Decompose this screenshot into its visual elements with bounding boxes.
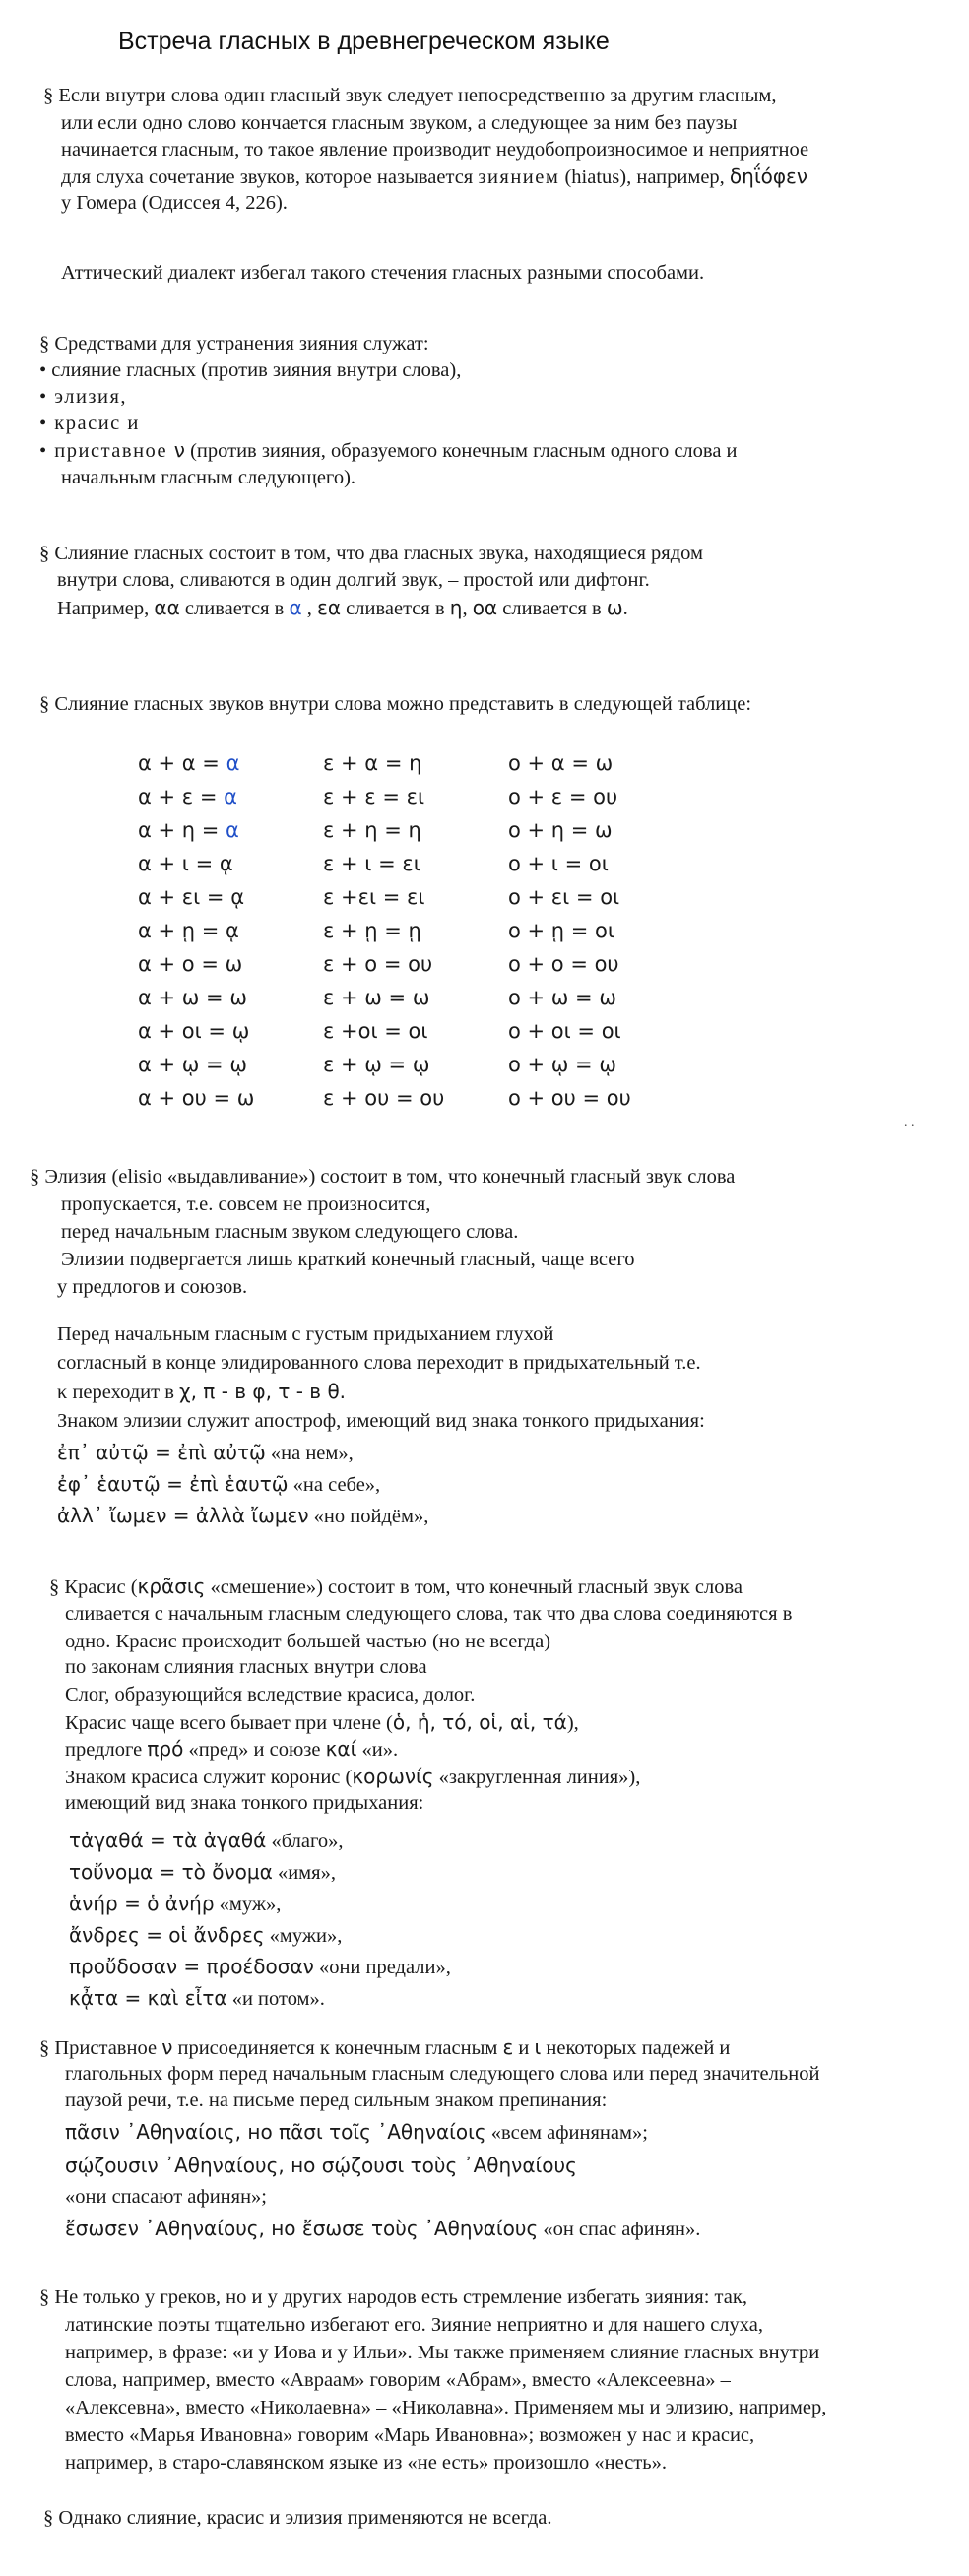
p8-example-1: [65, 2119, 648, 2146]
p7-example-5: [69, 1954, 451, 1980]
table-cell: ε + ι = ει: [323, 852, 420, 875]
text: Знаком красиса служит коронис (: [65, 1767, 353, 1788]
greek: ἐφ᾽ ἑαυτῷ = ἐπὶ ἑαυτῷ: [57, 1472, 289, 1496]
table-cell: ε + η = η: [323, 818, 421, 842]
p1-line-1: § Если внутри слова один гласный звук следует непосредственно за другим гласным,: [43, 85, 777, 106]
p6-line-2: пропускается, т.е. совсем не произносится,: [61, 1193, 431, 1215]
greek: ἔσωσεν ᾿Αθηναίους, но ἔσωσε τοὺς ᾿Αθηναίους: [65, 2217, 539, 2240]
p8-example-2-translation: «они спасают афинян»;: [65, 2186, 267, 2208]
p9-line-7: например, в старо-славянском языке из «не есть» произошло «несть».: [65, 2452, 667, 2474]
p9-line-4: слова, например, вместо «Авраам» говорим «Абрам», вместо «Алексеевна» –: [65, 2369, 731, 2391]
greek: ὁ, ἡ, τό, οἱ, αἱ, τά: [392, 1710, 567, 1734]
greek: κορωνίς: [352, 1765, 434, 1788]
text: «имя»,: [272, 1862, 336, 1884]
p3-bullet-4: [39, 437, 738, 464]
p7-line-1: [49, 1574, 743, 1600]
text: «муж»,: [214, 1894, 282, 1915]
greek: τἀγαθά = τὰ ἀγαθά: [69, 1829, 267, 1852]
text: «но пойдём»,: [308, 1506, 429, 1527]
text: сливается в: [497, 598, 607, 619]
term-hiatus: зиянием: [478, 166, 560, 188]
p7-line-8: [65, 1764, 640, 1790]
p1-line-5: у Гомера (Одиссея 4, 226).: [61, 192, 288, 214]
p6-line-3: перед начальным гласным звуком следующего слова.: [61, 1221, 519, 1243]
text: «и».: [356, 1739, 399, 1761]
p8-line-3: паузой речи, т.е. на письме перед сильным знаком препинания:: [65, 2090, 608, 2111]
p6-line-5: у предлогов и союзов.: [57, 1276, 248, 1298]
text: некоторых падежей и: [541, 2037, 731, 2059]
table-cell: ο + ῃ = οι: [508, 919, 615, 942]
p9-line-5: «Алексевна», вместо «Николаевна» – «Николавна». Применяем мы и элизию, например,: [65, 2397, 827, 2418]
p6-example-3: [57, 1503, 428, 1529]
p7-line-6: [65, 1709, 579, 1736]
table-cell: α + α = α: [138, 751, 240, 775]
p9-line-3: например, в фразе: «и у Иова и у Ильи». Мы также применяем слияние гласных внутри: [65, 2342, 820, 2363]
p3-head: § Средствами для устранения зияния служат:: [39, 333, 429, 354]
table-cell: ο + ε = ου: [508, 785, 618, 808]
table-cell: ο + ου = ου: [508, 1086, 631, 1110]
p1-line-4: [61, 163, 808, 190]
text: «мужи»,: [264, 1925, 343, 1947]
p7-line-2: сливается с начальным гласным следующего слова, так что два слова соединяются в: [65, 1603, 793, 1625]
p7-line-7: [65, 1736, 398, 1763]
p8-example-3: [65, 2216, 700, 2242]
table-cell: ε +οι = οι: [323, 1019, 428, 1043]
text: (против зияния, образуемого конечным гласным одного слова и: [184, 440, 738, 462]
table-cell: α + ε = α: [138, 785, 237, 808]
page-title: Встреча гласных в древнегреческом языке: [118, 28, 610, 55]
text: «всем афинянам»;: [485, 2122, 648, 2144]
text: присоединяется к конечным гласным: [172, 2037, 503, 2059]
table-cell: α + ῳ = ῳ: [138, 1053, 247, 1076]
text: «на себе»,: [288, 1474, 381, 1496]
greek: ἁνήρ = ὁ ἀνήρ: [69, 1892, 215, 1915]
greek: οα: [472, 596, 498, 619]
table-cell: ε + ε = ει: [323, 785, 425, 808]
greek: η: [449, 596, 463, 619]
p3-bullet-1: • слияние гласных (против зияния внутри слова),: [39, 359, 462, 381]
greek: κρᾶσις: [137, 1575, 206, 1598]
greek: χ, π - в φ, τ - в θ.: [179, 1380, 347, 1403]
table-cell: α + ο = ω: [138, 952, 243, 976]
text: сливается в: [179, 598, 290, 619]
p7-example-3: [69, 1891, 281, 1917]
text: «он спас афинян».: [538, 2219, 701, 2240]
text: «на нем»,: [265, 1443, 354, 1464]
table-cell: α + ω = ω: [138, 986, 247, 1009]
text: Красис чаще всего бывает при члене (: [65, 1712, 393, 1734]
table-cell: ο + α = ω: [508, 751, 614, 775]
table-cell: ε + ου = ου: [323, 1086, 445, 1110]
table-cell: α + ῃ = ᾳ: [138, 919, 239, 942]
p7-line-5: Слог, образующийся вследствие красиса, долог.: [65, 1684, 476, 1706]
greek: αα: [154, 596, 180, 619]
p6-line-8: [57, 1379, 346, 1405]
p3-line-cont: начальным гласным следующего).: [61, 467, 356, 488]
table-cell: ο + οι = οι: [508, 1019, 621, 1043]
table-cell: ο + ο = ου: [508, 952, 619, 976]
greek: ω: [606, 596, 623, 619]
text: «смешение») состоит в том, что конечный гласный звук слова: [205, 1577, 743, 1598]
table-cell: ο + ι = οι: [508, 852, 609, 875]
p6-example-2: [57, 1471, 380, 1498]
text: «благо»,: [266, 1831, 344, 1852]
greek: πρό: [147, 1737, 184, 1761]
table-cell: ε + α = η: [323, 751, 422, 775]
table-cell: ε + ο = ου: [323, 952, 433, 976]
greek: ι: [534, 2035, 542, 2059]
greek: καί: [325, 1737, 357, 1761]
p6-line-4: Элизии подвергается лишь краткий конечный гласный, чаще всего: [61, 1249, 635, 1270]
p2-line: Аттический диалект избегал такого стечения гласных разными способами.: [61, 262, 705, 284]
text: § Красис (: [49, 1577, 138, 1598]
greek: ἄνδρες = οἱ ἄνδρες: [69, 1923, 265, 1947]
p1-line-2: или если одно слово кончается гласным звуком, а следующее за ним без паузы: [61, 112, 738, 134]
text: для слуха сочетание звуков, которое называется: [61, 166, 479, 188]
p9-line-1: § Не только у греков, но и у других народов есть стремление избегать зияния: так,: [39, 2286, 747, 2308]
text: ,: [301, 598, 318, 619]
table-cell: ο + ει = οι: [508, 885, 620, 909]
text: ),: [566, 1712, 579, 1734]
p9-line-6: вместо «Марья Ивановна» говорим «Марь Ивановна»; возможен у нас и красис,: [65, 2424, 755, 2446]
text: «закругленная линия»),: [433, 1767, 641, 1788]
p1-line-3: начинается гласным, то такое явление производит неудобопроизносимое и неприятное: [61, 139, 809, 161]
text: § Приставное: [39, 2037, 162, 2059]
text: и: [513, 2037, 535, 2059]
greek: εα: [317, 596, 342, 619]
greek-word: δηΐόφεν: [729, 164, 808, 188]
p8-line-2: глагольных форм перед начальным гласным следующего слова или перед значительной: [65, 2063, 820, 2085]
p10-line: § Однако слияние, красис и элизия применяются не всегда.: [43, 2507, 552, 2529]
text: .: [622, 598, 628, 619]
stray-dots: . .: [904, 1115, 915, 1129]
table-cell: ο + η = ω: [508, 818, 613, 842]
text: • приставное: [39, 440, 174, 462]
table-cell: α + οι = ῳ: [138, 1019, 250, 1043]
text: (hiatus), например,: [559, 166, 730, 188]
table-cell: ε +ει = ει: [323, 885, 425, 909]
text: ,: [462, 598, 473, 619]
text: сливается в: [341, 598, 450, 619]
p7-example-1: [69, 1828, 344, 1854]
p6-line-9: Знаком элизии служит апостроф, имеющий вид знака тонкого придыхания:: [57, 1410, 705, 1432]
table-cell: ο + ῳ = ῳ: [508, 1053, 616, 1076]
table-cell: ε + ῃ = ῃ: [323, 919, 421, 942]
text: «и потом».: [226, 1988, 325, 2010]
p6-line-7: согласный в конце элидированного слова переходит в придыхательный т.е.: [57, 1352, 701, 1374]
greek: ἀλλ᾽ ἴωμεν = ἀλλὰ ἴωμεν: [57, 1504, 309, 1527]
p4-line-3: [57, 595, 628, 621]
text: предлоге: [65, 1739, 148, 1761]
text: «они предали»,: [313, 1957, 451, 1978]
table-cell: α + ει = ᾳ: [138, 885, 245, 909]
p7-line-9: имеющий вид знака тонкого придыхания:: [65, 1792, 424, 1814]
p3-bullet-3: • красис и: [39, 413, 140, 434]
greek: ν: [162, 2035, 173, 2059]
text: «пред» и союзе: [183, 1739, 326, 1761]
p3-bullet-2: • элизия,: [39, 386, 128, 408]
p6-line-1: § Элизия (elisio «выдавливание») состоит в том, что конечный гласный звук слова: [30, 1166, 736, 1188]
greek: α: [289, 596, 302, 619]
table-cell: ο + ω = ω: [508, 986, 616, 1009]
greek: τοὔνομα = τὸ ὄνομα: [69, 1860, 273, 1884]
table-cell: α + ου = ω: [138, 1086, 255, 1110]
p8-line-1: [39, 2034, 730, 2061]
table-cell: ε + ῳ = ῳ: [323, 1053, 430, 1076]
greek: ἐπ᾽ αὐτῷ = ἐπὶ αὐτῷ: [57, 1441, 266, 1464]
p6-line-6: Перед начальным гласным с густым придыханием глухой: [57, 1323, 554, 1345]
p9-line-2: латинские поэты тщательно избегают его. Зияние неприятно и для нашего слуха,: [65, 2314, 763, 2336]
p7-example-6: [69, 1985, 325, 2012]
table-cell: ε + ω = ω: [323, 986, 430, 1009]
table-cell: α + ι = ᾳ: [138, 852, 233, 875]
greek: σῴζουσιν ᾿Αθηναίους, но σῴζουσι τοὺς ᾿Αθηναίους: [65, 2154, 577, 2177]
greek: πᾶσιν ᾿Αθηναίοις, но πᾶσι τοῖς ᾿Αθηναίοις: [65, 2120, 486, 2144]
p6-example-1: [57, 1440, 354, 1466]
text: κ переходит в: [57, 1382, 180, 1403]
greek: κᾆτα = καὶ εἶτα: [69, 1986, 227, 2010]
p7-line-3: одно. Красис происходит большей частью (но не всегда): [65, 1631, 551, 1652]
p8-example-2: [65, 2153, 577, 2179]
greek: ε: [502, 2035, 514, 2059]
p4-line-2: внутри слова, сливаются в один долгий звук, – простой или дифтонг.: [57, 569, 650, 591]
p4-line-1: § Слияние гласных состоит в том, что два гласных звука, находящиеся рядом: [39, 543, 703, 564]
p7-example-2: [69, 1859, 336, 1886]
p5-line: § Слияние гласных звуков внутри слова можно представить в следующей таблице:: [39, 693, 752, 715]
p7-example-4: [69, 1922, 342, 1949]
table-cell: α + η = α: [138, 818, 239, 842]
text: Например,: [57, 598, 155, 619]
greek-letter: ν: [173, 438, 185, 462]
greek: προὔδοσαν = προέδοσαν: [69, 1955, 314, 1978]
p7-line-4: по законам слияния гласных внутри слова: [65, 1656, 427, 1678]
